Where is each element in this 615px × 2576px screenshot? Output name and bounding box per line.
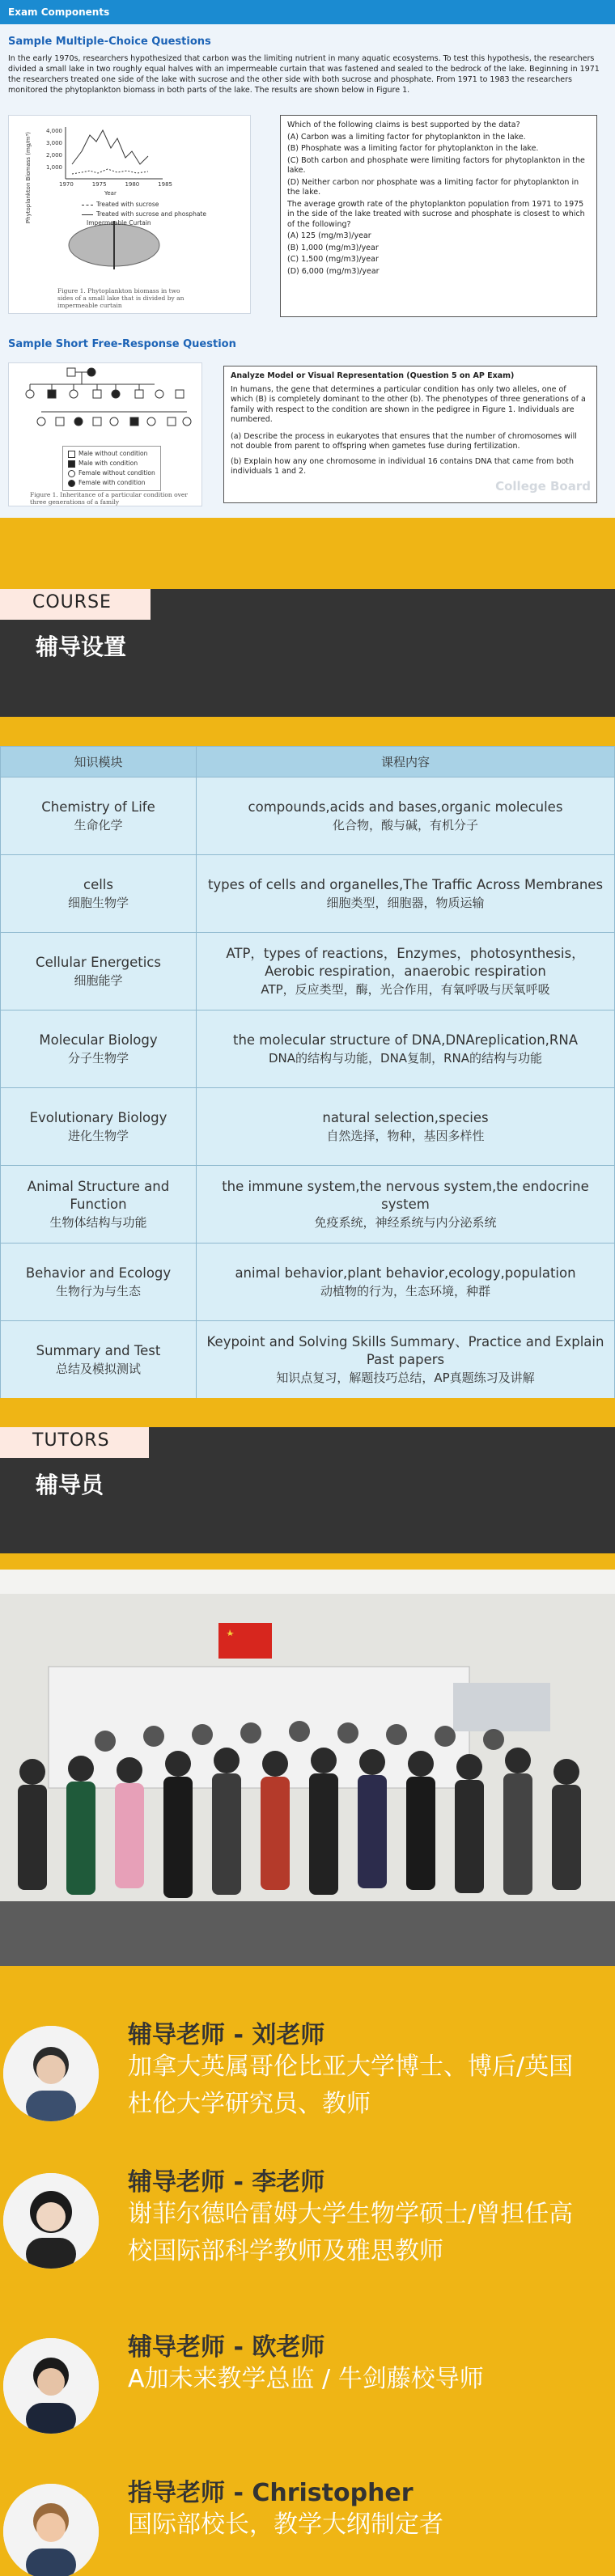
table-row: Animal Structure and Function 生物体结构与功能 the immune system,the nervous system,the endocrine system 免疫系统，神经系统与内分泌系统 [1, 1166, 615, 1244]
tutor-desc: 国际部校长，教学大纲制定者 [128, 2510, 443, 2539]
pedigree-chart [9, 363, 203, 444]
q2-option-b[interactable]: (B) 1,000 (mg/m3)/year [287, 243, 379, 252]
avatar [3, 2026, 99, 2121]
exam-intro: In the early 1970s, researchers hypothesized that carbon was the limiting nutrient in many aquatic ecosystems. To test this hypothesis, the researchers divided a small lake in two roughly equal halves with an impermeable curtain that was fastened and sealed to the bedrock of the lake. Beginning in 1971 the researchers treated one side of the lake with sucrose and the other side with both sucrose and phosphate. From 1971 to 1983 the researchers monitored the phytoplankton biomass in both parts of the lake. The results are shown below in Figure 1. [8, 54, 600, 95]
table-row: Chemistry of Life 生命化学 compounds,acids and bases,organic molecules 化合物，酸与碱，有机分子 [1, 777, 615, 855]
course-table [0, 746, 615, 1399]
table-row: Cellular Energetics 细胞能学 ATP，types of reactions，Enzymes，photosynthesis，Aerobic respiration，anaerobic respiration ATP，反应类型，酶，光合作用，有氧呼吸与厌氧呼吸 [1, 933, 615, 1010]
tutor-name: 指导老师 - Christopher [128, 2479, 414, 2507]
tutor-list [0, 1966, 615, 2576]
frq-part-a: (a) Describe the process in eukaryotes that ensures that the number of chromosomes will not double from parent to offspring when gametes fuse during fertilization. [231, 431, 577, 451]
course-table-header [1, 747, 615, 777]
figure-1-caption: Figure 1. Phytoplankton biomass in two sides of a small lake that is divided by an impermeable curtain [57, 287, 184, 309]
tutor-desc: A加未来教学总监 / 牛剑藤校导师 [128, 2365, 484, 2393]
table-row: Summary and Test 总结及模拟测试 Keypoint and Solving Skills Summary、Practice and Explain Past papers 知识点复习，解题技巧总结，AP真题练习及讲解 [1, 1321, 615, 1399]
group-photo-illustration [0, 1570, 615, 1966]
exam-header: Exam Components [0, 0, 615, 24]
figure-1-legend: Treated with sucrose Treated with sucrose and phosphate [82, 200, 206, 219]
series-sucrose-phosphate-line [72, 130, 148, 164]
tutor-name: 辅导老师 - 刘老师 [128, 2021, 325, 2049]
pedigree-caption: Figure 1. Inheritance of a particular condition over three generations of a family [30, 491, 188, 506]
tutor-desc: 加拿大英属哥伦比亚大学博士、博后/英国杜伦大学研究员、教师 [128, 2053, 574, 2118]
tutors-banner [0, 1427, 615, 1553]
flag [218, 1623, 272, 1659]
tutors-title: 辅导员 [36, 1472, 104, 1498]
header-module: 知识模块 [1, 747, 197, 777]
q1-option-d[interactable]: (D) Neither carbon nor phosphate was a limiting factor for phytoplankton in the lake. [287, 177, 579, 197]
yellow-band-3 [0, 1398, 615, 1427]
pedigree-figure [8, 362, 202, 506]
yellow-band-2 [0, 717, 615, 746]
yellow-band-4 [0, 1553, 615, 1570]
frq-part-b: (b) Explain how any one chromosome in individual 16 contains DNA that came from both individuals 1 and 2. [231, 456, 575, 476]
frq-title: Sample Short Free-Response Question [8, 338, 236, 350]
q2-option-d[interactable]: (D) 6,000 (mg/m3)/year [287, 266, 380, 276]
q1-option-c[interactable]: (C) Both carbon and phosphate were limiting factors for phytoplankton in the lake. [287, 155, 585, 175]
course-banner [0, 589, 615, 717]
q1-option-b[interactable]: (B) Phosphate was a limiting factor for phytoplankton in the lake. [287, 144, 539, 153]
figure-1 [8, 115, 251, 314]
q1-option-a[interactable]: (A) Carbon was a limiting factor for phytoplankton in the lake. [287, 132, 526, 142]
q2-option-a[interactable]: (A) 125 (mg/m3)/year [287, 231, 371, 240]
figure-1-yticks: 4,000 3,000 2,000 1,000 [45, 128, 62, 171]
avatar [3, 2484, 99, 2576]
table-row: Evolutionary Biology 进化生物学 natural selection,species 自然选择，物种，基因多样性 [1, 1088, 615, 1166]
figure-1-ylabel: Phytoplankton Biomass (mg/m³) [25, 132, 32, 224]
exam-components-panel [0, 0, 615, 518]
series-sucrose-line [72, 169, 148, 174]
q2-stem: The average growth rate of the phytoplankton population from 1971 to 1975 in the side of the lake treated with sucrose and phosphate is closest to which of the following? [287, 199, 585, 229]
tutor-desc: 谢菲尔德哈雷姆大学生物学硕士/曾担任高校国际部科学教师及雅思教师 [128, 2200, 574, 2265]
pedigree-legend: Male without condition Male with condition Female without condition Female with condition [62, 446, 161, 491]
table-row: Molecular Biology 分子生物学 the molecular structure of DNA,DNAreplication,RNA DNA的结构与功能，DNA复制，RNA的结构与功能 [1, 1010, 615, 1088]
figure-1-xlabel: Year [104, 190, 117, 197]
mcq-question-box [280, 115, 597, 317]
q2-option-c[interactable]: (C) 1,500 (mg/m3)/year [287, 255, 379, 264]
college-board-watermark: College Board [495, 479, 591, 494]
tutor-name: 辅导老师 - 欧老师 [128, 2333, 325, 2362]
figure-1-xticks: 1970 1975 1980 1985 [59, 181, 172, 188]
table-row: cells 细胞生物学 types of cells and organelles,The Traffic Across Membranes 细胞类型，细胞器，物质运输 [1, 855, 615, 933]
group-photo [0, 1570, 615, 1966]
header-content: 课程内容 [197, 747, 615, 777]
yellow-band-1 [0, 518, 615, 589]
mcq-title: Sample Multiple-Choice Questions [8, 36, 211, 48]
course-tag: COURSE [0, 589, 151, 620]
tutors-tag: TUTORS [0, 1427, 149, 1458]
frq-box-title: Analyze Model or Visual Representation (Question 5 on AP Exam) [231, 371, 515, 380]
frq-box-body: In humans, the gene that determines a particular condition has only two alleles, one of which (B) is completely dominant to the other (b). The phenotypes of three generations of a family with respect to the condition are shown in the pedigree in Figure 1. Individuals are numbered. [231, 384, 586, 424]
table-row: Behavior and Ecology 生物行为与生态 animal behavior,plant behavior,ecology,population 动植物的行为，生态环境，种群 [1, 1244, 615, 1321]
avatar [3, 2173, 99, 2269]
curtain-label: Impermeable Curtain [87, 219, 151, 227]
tutor-name: 辅导老师 - 李老师 [128, 2168, 325, 2197]
course-title: 辅导设置 [36, 633, 127, 660]
avatar [3, 2338, 99, 2434]
q1-stem: Which of the following claims is best supported by the data? [287, 121, 520, 129]
